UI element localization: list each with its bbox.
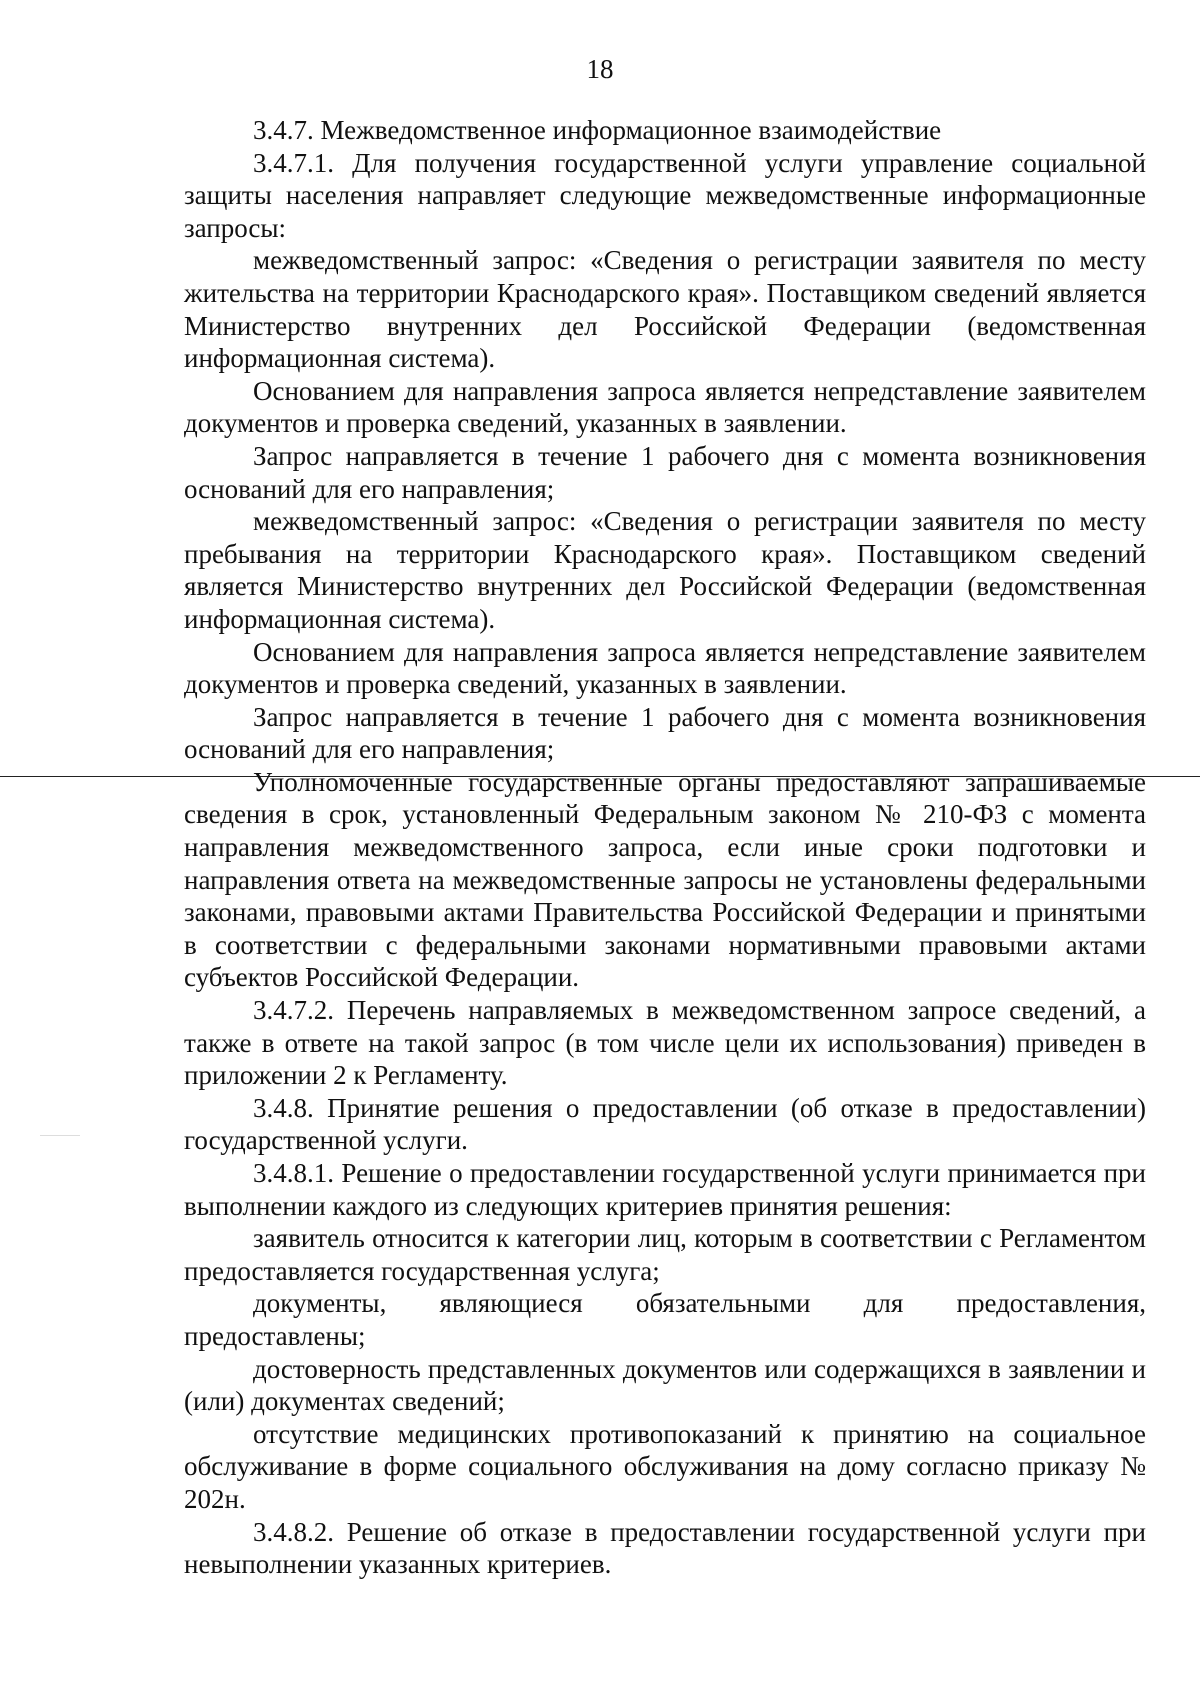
paragraph-basis-2: Основанием для направления запроса является непредставление заявителем документов и проверка сведений, указанных в заявлении. xyxy=(184,636,1146,700)
document-body xyxy=(184,114,1146,1581)
paragraph-3-4-8-1: 3.4.8.1. Решение о предоставлении государственной услуги принимается при выполнении каждого из следующих критериев принятия решения: xyxy=(184,1158,1146,1221)
scan-artifact-mark xyxy=(40,1135,80,1136)
paragraph-3-4-8-2: 3.4.8.2. Решение об отказе в предоставлении государственной услуги при невыполнении указанных критериев. xyxy=(184,1516,1146,1580)
paragraph-request-residence: межведомственный запрос: «Сведения о регистрации заявителя по месту жительства на территории Краснодарского края». Поставщиком сведений является Министерство внутренних дел Российской Федерации (ведомственная информационная система). xyxy=(184,245,1146,374)
criterion-medical: отсутствие медицинских противопоказаний к принятию на социальное обслуживание в форме социального обслуживания на дому согласно приказу № 202н. xyxy=(184,1418,1146,1514)
section-heading-3-4-7: 3.4.7. Межведомственное информационное взаимодействие xyxy=(253,115,942,145)
paragraph-basis-1: Основанием для направления запроса является непредставление заявителем документов и проверка сведений, указанных в заявлении. xyxy=(184,375,1146,439)
criterion-documents-provided: документы, являющиеся обязательными для предоставления, предоставлены; xyxy=(184,1288,1146,1351)
paragraph-deadline-1: Запрос направляется в течение 1 рабочего дня с момента возникновения оснований для его направления; xyxy=(184,440,1146,504)
paragraph-request-stay: межведомственный запрос: «Сведения о регистрации заявителя по месту пребывания на территории Краснодарского края». Поставщиком сведений является Министерство внутренних дел Российской Федерации (ведомственная информационная система). xyxy=(184,506,1146,634)
criterion-applicant-category: заявитель относится к категории лиц, которым в соответствии с Регламентом предоставляется государственная услуга; xyxy=(184,1223,1146,1286)
paragraph-authorized-bodies: Уполномоченные государственные органы предоставляют запрашиваемые сведения в срок, установленный Федеральным законом № 210-ФЗ с момента направления межведомственного запроса, если иные сроки подготовки и направления ответа на межведомственные запросы не установлены федеральными законами, правовыми актами Правительства Российской Федерации и принятыми в соответствии с федеральными законами нормативными правовыми актами субъектов Российской Федерации. xyxy=(184,766,1146,993)
paragraph-3-4-7-2: 3.4.7.2. Перечень направляемых в межведомственном запросе сведений, а также в ответе на такой запрос (в том числе цели их использования) приведен в приложении 2 к Регламенту. xyxy=(184,995,1146,1091)
paragraph-3-4-7-1: 3.4.7.1. Для получения государственной услуги управление социальной защиты населения направляет следующие межведомственные информационные запросы: xyxy=(184,147,1146,243)
paragraph-deadline-2: Запрос направляется в течение 1 рабочего дня с момента возникновения оснований для его направления; xyxy=(184,701,1146,765)
page-number: 18 xyxy=(586,54,614,84)
section-heading-3-4-8: 3.4.8. Принятие решения о предоставлении (об отказе в предоставлении) государственной услуги. xyxy=(184,1092,1146,1156)
criterion-reliability: достоверность представленных документов или содержащихся в заявлении и (или) документах сведений; xyxy=(184,1353,1146,1417)
